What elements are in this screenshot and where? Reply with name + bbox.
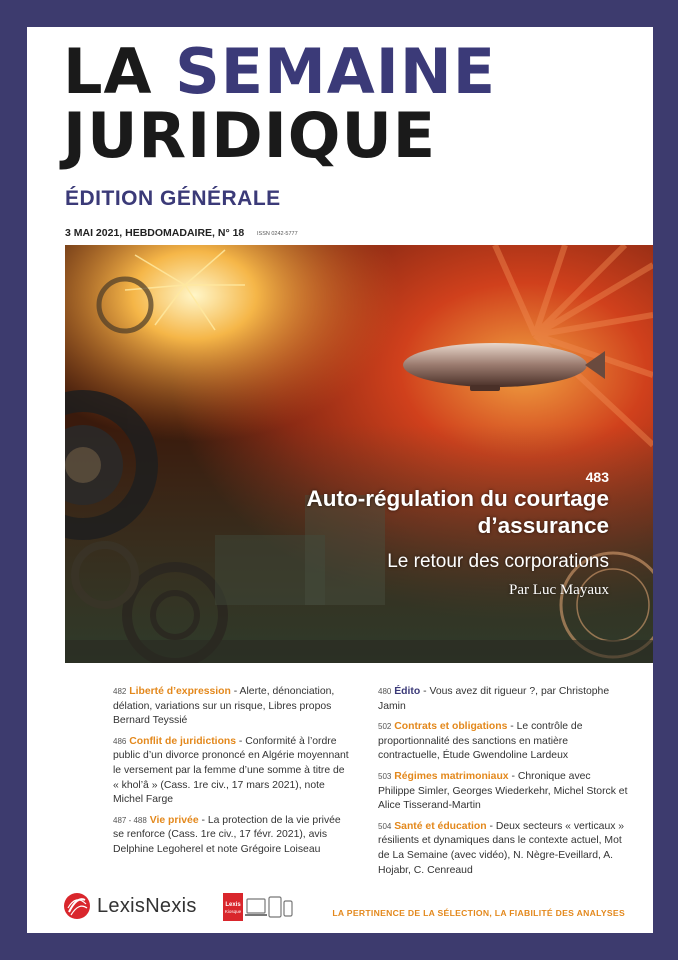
toc-text: - Deux secteurs « verticaux » résilients et dynamiques dans le contexte actuel, Mot de La Semaine (avec vidéo), N. Nègre-Eveillard, A. Hojabr, C. Cenreaud xyxy=(378,820,625,876)
masthead-word-semaine: SEMAINE xyxy=(175,35,497,108)
toc-item[interactable] xyxy=(113,685,353,729)
toc-text: - Le contrôle de proportionnalité des sanctions en matière contractuelle, Étude Gwendoline Lardeux xyxy=(378,721,583,762)
toc-item[interactable] xyxy=(113,814,353,858)
lexis-kiosque-devices-icon[interactable] xyxy=(223,893,295,923)
cover-issue-number: 483 xyxy=(585,469,609,485)
toc-item[interactable] xyxy=(378,685,628,714)
toc-text: - La protection de la vie privée se renforce (Cass. 1re civ., 17 févr. 2021), avis Delphine Legoherel et note Grégoire Loiseau xyxy=(113,814,341,855)
toc-heading: Contrats et obligations xyxy=(394,721,508,733)
toc-heading: Conflit de juridictions xyxy=(129,735,237,747)
cover-title: Auto-régulation du courtage d’assurance xyxy=(306,486,609,538)
kiosque-label-kiosque: Kiosque xyxy=(224,909,242,914)
toc-page-number: 502 xyxy=(378,722,392,732)
tagline: LA PERTINENCE DE LA SÉLECTION, LA FIABILITÉ DES ANALYSES xyxy=(332,908,625,918)
toc-text: - Chronique avec Philippe Simler, Georges Wiederkehr, Michel Storck et Alice Tisserand-Martin xyxy=(378,770,628,812)
toc-page-number: 486 xyxy=(113,736,127,746)
toc-heading: Vie privée xyxy=(149,814,199,826)
toc-text: - Vous avez dit rigueur ?, par Christophe Jamin xyxy=(378,686,610,712)
toc-page-number: 480 xyxy=(378,687,392,696)
toc-page-number: 487 - 488 xyxy=(113,815,147,825)
toc-heading: Santé et éducation xyxy=(394,820,487,832)
toc-page-number: 503 xyxy=(378,771,392,781)
magazine-cover xyxy=(27,27,653,933)
kiosque-label-lexis: Lexis xyxy=(225,902,241,908)
publisher-name: LexisNexis xyxy=(97,894,197,917)
toc-item[interactable] xyxy=(378,820,628,878)
steampunk-artwork xyxy=(65,245,653,663)
dateline: 3 MAI 2021, HEBDOMADAIRE, N° 18 xyxy=(65,227,245,239)
toc-page-number: 482 xyxy=(113,687,127,696)
toc-heading: Régimes matrimoniaux xyxy=(394,770,509,782)
masthead-word-la: LA xyxy=(63,35,153,108)
toc-heading: Édito xyxy=(394,686,421,697)
masthead xyxy=(63,35,497,172)
masthead-word-juridique: JURIDIQUE xyxy=(63,99,437,172)
lexisnexis-globe-icon xyxy=(63,892,91,920)
cover-illustration xyxy=(65,245,653,663)
cover-author: Par Luc Mayaux xyxy=(509,582,609,598)
toc-item[interactable] xyxy=(378,770,628,814)
edition-label: ÉDITION GÉNÉRALE xyxy=(65,187,281,210)
toc-item[interactable] xyxy=(378,720,628,764)
toc-text: - Conformité à l’ordre public d’un divorce prononcé en Algérie moyennant le versement par la femme d’une somme à titre de « khol’â » (Cass. 1re civ., 17 mars 2021), note Michel Farge xyxy=(113,735,349,806)
toc-right-column xyxy=(378,685,628,884)
cover-subtitle: Le retour des corporations xyxy=(387,551,609,572)
toc-left-column xyxy=(113,685,353,864)
issn: ISSN 0242-5777 xyxy=(257,231,298,237)
masthead-line-1 xyxy=(63,35,497,108)
lexisnexis-logo[interactable] xyxy=(63,891,197,921)
toc-text: - Alerte, dénonciation, délation, variations sur un risque, Libres propos Bernard Teyssié xyxy=(113,686,335,727)
toc-page-number: 504 xyxy=(378,821,392,831)
toc-item[interactable] xyxy=(113,735,353,808)
toc-heading: Liberté d’expression xyxy=(129,686,231,697)
